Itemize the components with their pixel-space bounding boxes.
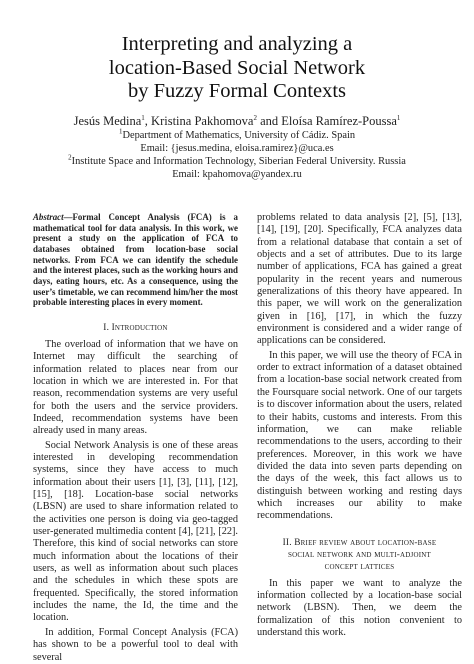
section-heading-line: concept lattices	[324, 561, 395, 572]
author-name: Kristina Pakhomova	[151, 114, 254, 128]
section-heading-line: social network and multi-adjoint	[288, 549, 431, 560]
affiliation-line	[20, 155, 454, 168]
title-line-1: Interpreting and analyzing a	[121, 33, 353, 55]
author-affiliation-mark: 1	[396, 113, 401, 122]
author-affiliation-mark: 1	[141, 113, 145, 122]
abstract-body: —Formal Concept Analysis (FCA) is a mathematical tool for data analysis. In this work, we present a study on the application of FCA to databases obtained from location-base social networks. From FCA we can identify the schedule and the interest places, such as the working hours and days, eating hours, etc. As a consequence, using the user’s timetable, we can recommend him/her the most probable interesting places in every moment.	[33, 212, 238, 308]
body-paragraph: Social Network Analysis is one of these areas interested in developing recommendation systems, since they have access to much information about their users [1], [3], [11], [12], [15], [18]. Location-base social networks (LBSN) are used to share information related to the activities one person is doing via geo-tagged user-generated multimedia content [4], [21], [22]. Therefore, this kind of social networks can store much information about the locations of their users, as well as information about such places and the schedules in which these spots are frequented. Specifically, the stored information includes the name, the Id, the time and the location.	[33, 439, 238, 624]
section-heading-introduction: I. Introduction	[103, 322, 168, 333]
body-paragraph: In this paper we want to analyze the information collected by a location-base social network (LBSN). Then, we deem the formalization of this notion convenient to understand this work.	[257, 577, 462, 638]
author-block	[20, 113, 454, 181]
affiliation-text: Institute Space and Information Technology, Siberian Federal University. Russia	[71, 156, 406, 167]
affiliation-mark: 1	[118, 127, 123, 136]
title-line-3: by Fuzzy Formal Contexts	[127, 80, 347, 102]
paper-title	[30, 33, 444, 104]
author-separator: and	[256, 114, 282, 128]
author-name: Jesús Medina	[73, 114, 142, 128]
section-heading-review	[257, 537, 462, 573]
affiliation-mark: 2	[68, 153, 72, 162]
affiliation-text: Department of Mathematics, University of Cádiz. Spain	[122, 130, 356, 141]
body-paragraph: The overload of information that we have on Internet may difficult the searching of information related to places near from our location in which we are interested in. For that reason, recommendation systems are very useful for both the users and the service providers. Indeed, recommendation systems have been already used in many areas.	[33, 338, 238, 437]
author-list	[20, 113, 454, 129]
left-column	[33, 212, 238, 664]
author-name: Eloísa Ramírez-Poussa	[281, 114, 397, 128]
author-separator: ,	[144, 114, 152, 128]
email-line	[20, 142, 454, 155]
email-text: Email: kpahomova@yandex.ru	[172, 169, 302, 180]
author-affiliation-mark: 2	[253, 113, 257, 122]
body-paragraph: In addition, Formal Concept Analysis (FCA) has shown to be a powerful tool to deal with several	[33, 626, 238, 663]
affiliation-line	[20, 129, 454, 142]
right-column	[257, 212, 462, 639]
abstract-label: Abstract	[33, 212, 64, 222]
section-heading-line: II. Brief review about location-base	[282, 537, 437, 548]
title-line-2: location-Based Social Network	[108, 56, 366, 79]
body-paragraph-continuation: problems related to data analysis [2], [5], [13], [14], [19], [20]. Specifically, FCA analyzes data from a relational database that contain a set of objects and a set of attributes. Due to its large number of applications, FCA has gained a great popularity in the recent years and numerous generalizations of this theory have appeared. In this paper, we will work on the generalization given in [16], [17], in which the fuzzy environment is considered and a wider range of applications can be considered.	[257, 212, 462, 347]
email-text: Email: {jesus.medina, eloisa.ramirez}@uca.es	[140, 143, 334, 154]
email-line	[20, 168, 454, 181]
body-paragraph: In this paper, we will use the theory of FCA in order to extract information of a dataset obtained from a location-base social network created from the Foursquare social network. One of our targets is to discover information about the users, related to their habits, customs and interests. From this information, we can make reliable recommendations to the users, according to their preferences. Moreover, in this work we have divided the data into seven parts depending on the days of the week, this fact allows us to distinguish between working and resting days which increases our ability to make recommendations.	[257, 349, 462, 522]
abstract	[33, 212, 238, 308]
